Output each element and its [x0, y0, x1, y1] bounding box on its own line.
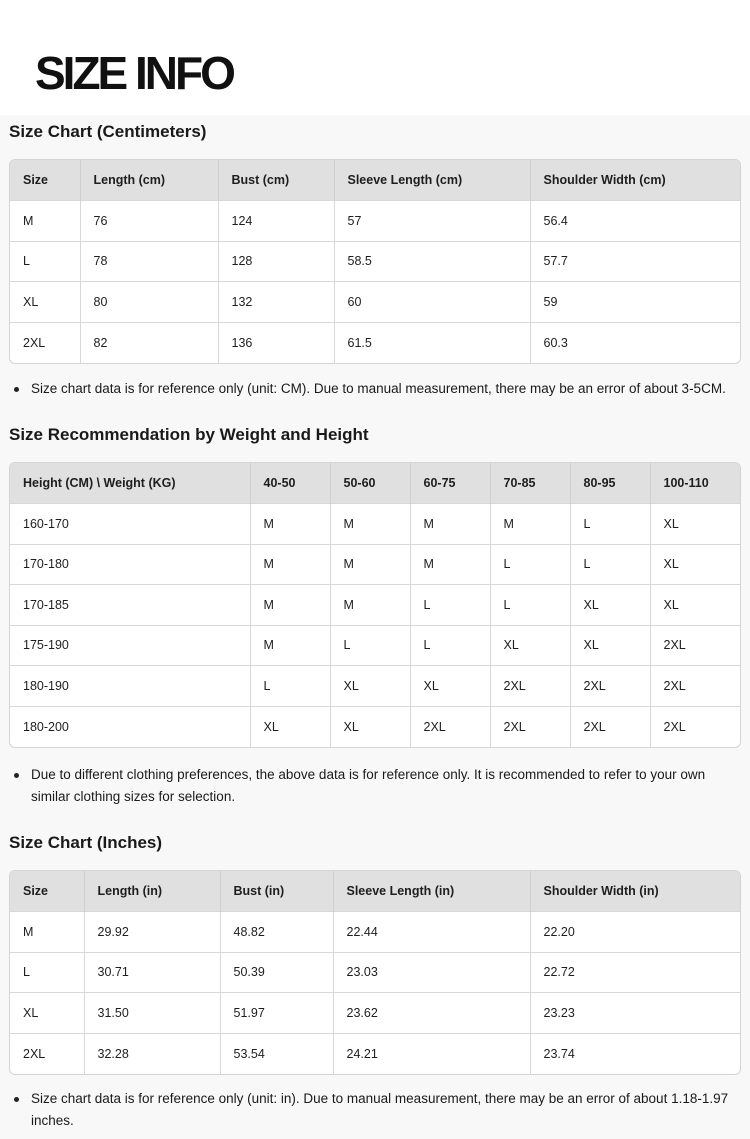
column-header: Length (cm) — [80, 160, 218, 201]
table-cell: 60.3 — [530, 322, 740, 363]
table-cell: 23.03 — [333, 952, 530, 993]
table-cell: XL — [410, 666, 490, 707]
table-cell: 23.74 — [530, 1033, 740, 1074]
table-cell: M — [330, 504, 410, 545]
table-cell: L — [410, 625, 490, 666]
header — [0, 0, 750, 115]
bullet-icon — [14, 387, 19, 392]
table-cell: 78 — [80, 241, 218, 282]
table-row — [10, 201, 740, 242]
table-cell: M — [10, 912, 84, 953]
table-cell: L — [10, 952, 84, 993]
column-header: 60-75 — [410, 463, 490, 504]
table-cell: 2XL — [410, 706, 490, 747]
table-header-row — [10, 463, 740, 504]
size-chart-cm-table-wrapper — [9, 159, 741, 364]
table-cell: L — [250, 666, 330, 707]
table-cell: 23.23 — [530, 993, 740, 1034]
note-text: Due to different clothing preferences, the above data is for reference only. It is recommended to refer to your own similar clothing sizes for selection. — [31, 767, 706, 804]
column-header: Bust (in) — [220, 871, 333, 912]
size-chart-in-heading: Size Chart (Inches) — [9, 833, 163, 852]
table-cell: 160-170 — [10, 504, 250, 545]
table-cell: 2XL — [650, 706, 740, 747]
table-cell: XL — [250, 706, 330, 747]
table-header-row — [10, 160, 740, 201]
table-cell: XL — [650, 544, 740, 585]
column-header: Shoulder Width (cm) — [530, 160, 740, 201]
table-cell: L — [10, 241, 80, 282]
table-cell: XL — [330, 666, 410, 707]
table-cell: 180-190 — [10, 666, 250, 707]
table-cell: M — [250, 504, 330, 545]
table-row — [10, 585, 740, 626]
note-text: Size chart data is for reference only (unit: in). Due to manual measurement, there may be an error of about 1.18-1.97 inches. — [31, 1091, 729, 1128]
column-header: Bust (cm) — [218, 160, 334, 201]
table-cell: 56.4 — [530, 201, 740, 242]
column-header: Length (in) — [84, 871, 220, 912]
table-cell: M — [250, 544, 330, 585]
column-header: Shoulder Width (in) — [530, 871, 740, 912]
column-header: 70-85 — [490, 463, 570, 504]
table-row — [10, 1033, 740, 1074]
table-cell: 136 — [218, 322, 334, 363]
size-chart-in-table-wrapper — [9, 870, 741, 1075]
table-cell: 80 — [80, 282, 218, 323]
table-row — [10, 912, 740, 953]
table-cell: M — [410, 544, 490, 585]
table-cell: M — [330, 585, 410, 626]
size-chart-cm-table — [10, 160, 740, 363]
column-header: 50-60 — [330, 463, 410, 504]
table-cell: 124 — [218, 201, 334, 242]
size-chart-cm-note — [9, 378, 744, 400]
table-cell: 2XL — [490, 706, 570, 747]
table-cell: 2XL — [650, 666, 740, 707]
table-cell: M — [10, 201, 80, 242]
table-cell: 76 — [80, 201, 218, 242]
table-row — [10, 706, 740, 747]
size-recommendation-table-wrapper — [9, 462, 741, 748]
table-cell: XL — [330, 706, 410, 747]
table-row — [10, 241, 740, 282]
size-chart-cm-section — [9, 117, 741, 364]
size-chart-in-section — [9, 828, 741, 1075]
table-cell: 57.7 — [530, 241, 740, 282]
size-recommendation-heading: Size Recommendation by Weight and Height — [9, 425, 369, 444]
table-cell: 61.5 — [334, 322, 530, 363]
table-cell: XL — [490, 625, 570, 666]
column-header: 40-50 — [250, 463, 330, 504]
table-row — [10, 504, 740, 545]
table-row — [10, 666, 740, 707]
table-cell: 59 — [530, 282, 740, 323]
table-cell: 82 — [80, 322, 218, 363]
table-cell: 170-180 — [10, 544, 250, 585]
table-cell: 32.28 — [84, 1033, 220, 1074]
table-cell: 29.92 — [84, 912, 220, 953]
table-cell: 175-190 — [10, 625, 250, 666]
column-header: 80-95 — [570, 463, 650, 504]
column-header: Sleeve Length (cm) — [334, 160, 530, 201]
table-cell: M — [250, 625, 330, 666]
table-cell: L — [570, 544, 650, 585]
column-header: Size — [10, 871, 84, 912]
table-cell: L — [330, 625, 410, 666]
table-cell: XL — [570, 625, 650, 666]
table-row — [10, 544, 740, 585]
column-header: Height (CM) \ Weight (KG) — [10, 463, 250, 504]
table-cell: 180-200 — [10, 706, 250, 747]
size-recommendation-note — [9, 764, 744, 808]
table-cell: 22.44 — [333, 912, 530, 953]
table-cell: 57 — [334, 201, 530, 242]
table-cell: M — [330, 544, 410, 585]
bullet-icon — [14, 1097, 19, 1102]
table-cell: 31.50 — [84, 993, 220, 1034]
table-cell: L — [570, 504, 650, 545]
table-row — [10, 282, 740, 323]
table-cell: 2XL — [650, 625, 740, 666]
table-cell: 53.54 — [220, 1033, 333, 1074]
table-cell: 58.5 — [334, 241, 530, 282]
table-cell: 22.72 — [530, 952, 740, 993]
table-cell: L — [490, 544, 570, 585]
table-cell: L — [410, 585, 490, 626]
size-chart-cm-heading: Size Chart (Centimeters) — [9, 122, 207, 141]
table-cell: 128 — [218, 241, 334, 282]
table-cell: 50.39 — [220, 952, 333, 993]
table-cell: M — [490, 504, 570, 545]
table-cell: 2XL — [570, 666, 650, 707]
table-cell: 2XL — [490, 666, 570, 707]
table-row — [10, 993, 740, 1034]
table-cell: 48.82 — [220, 912, 333, 953]
size-chart-in-note — [9, 1088, 744, 1132]
size-recommendation-section — [9, 420, 741, 748]
table-cell: 2XL — [10, 322, 80, 363]
table-cell: 170-185 — [10, 585, 250, 626]
page-title: SIZE INFO — [35, 47, 233, 99]
table-cell: XL — [570, 585, 650, 626]
size-recommendation-table — [10, 463, 740, 747]
table-cell: 22.20 — [530, 912, 740, 953]
table-cell: XL — [650, 504, 740, 545]
table-cell: 30.71 — [84, 952, 220, 993]
table-header-row — [10, 871, 740, 912]
table-cell: 51.97 — [220, 993, 333, 1034]
table-cell: M — [410, 504, 490, 545]
table-cell: L — [490, 585, 570, 626]
note-text: Size chart data is for reference only (unit: CM). Due to manual measurement, there may be an error of about 3-5CM. — [31, 381, 726, 396]
table-cell: XL — [650, 585, 740, 626]
table-cell: 23.62 — [333, 993, 530, 1034]
table-cell: 24.21 — [333, 1033, 530, 1074]
column-header: 100-110 — [650, 463, 740, 504]
table-cell: XL — [10, 282, 80, 323]
size-chart-in-table — [10, 871, 740, 1074]
table-cell: 132 — [218, 282, 334, 323]
bullet-icon — [14, 773, 19, 778]
table-cell: 60 — [334, 282, 530, 323]
table-cell: 2XL — [10, 1033, 84, 1074]
table-cell: XL — [10, 993, 84, 1034]
column-header: Size — [10, 160, 80, 201]
column-header: Sleeve Length (in) — [333, 871, 530, 912]
table-row — [10, 625, 740, 666]
table-cell: 2XL — [570, 706, 650, 747]
table-row — [10, 952, 740, 993]
table-cell: M — [250, 585, 330, 626]
table-row — [10, 322, 740, 363]
